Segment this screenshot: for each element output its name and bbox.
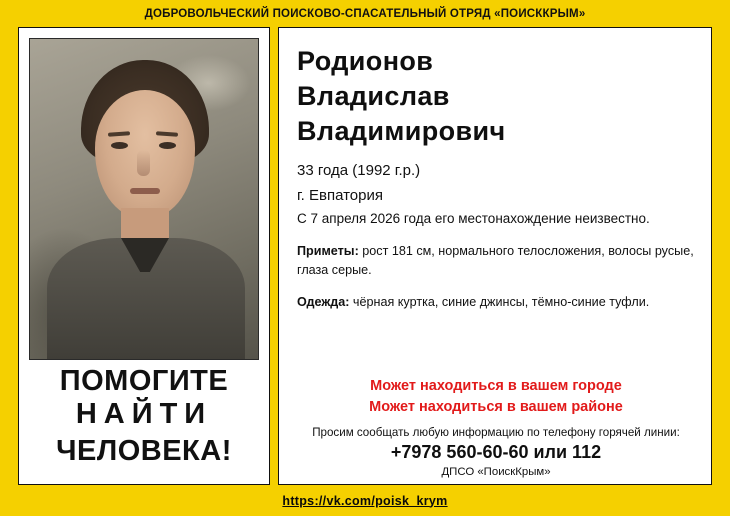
alert-line-1: Может находиться в вашем городе (370, 378, 622, 394)
signs-label: Приметы: (297, 243, 359, 258)
help-line-3: ЧЕЛОВЕКА! (56, 434, 232, 467)
person-meta (297, 159, 695, 229)
alert-line-2: Может находиться в вашем районе (369, 399, 623, 416)
person-patronymic: Владимирович (297, 116, 506, 147)
photo-panel (18, 27, 270, 485)
poster-header (0, 0, 730, 27)
help-line-1: ПОМОГИТЕ (59, 365, 229, 397)
notify-text: Просим сообщать любую информацию по телефону горячей линии: (312, 426, 680, 440)
help-callout (29, 366, 259, 476)
help-line-2: НАЙТИ (75, 398, 213, 431)
hotline-phone[interactable]: +7978 560-60-60 или 112 (390, 442, 602, 463)
person-surname: Родионов (297, 46, 434, 76)
missing-person-photo (29, 38, 259, 360)
person-signs (297, 242, 695, 281)
poster-footer (0, 485, 730, 516)
alert-block (297, 376, 695, 478)
details-panel (278, 27, 712, 485)
photo-border (29, 38, 259, 360)
signs-text: рост 181 см, нормального телосложения, волосы русые, глаза серые. (297, 243, 694, 278)
clothes-text: чёрная куртка, синие джинсы, тёмно-синие туфли. (349, 294, 650, 309)
person-missing-since: С 7 апреля 2026 года его местонахождение неизвестно. (297, 210, 650, 226)
vk-link[interactable]: https://vk.com/poisk_krym (282, 493, 448, 508)
person-first-name: Владислав (297, 81, 450, 112)
person-city: г. Евпатория (297, 186, 383, 204)
organization-name: ДПСО «ПоискКрым» (441, 466, 551, 479)
person-clothes (297, 293, 695, 313)
clothes-label: Одежда: (297, 294, 350, 309)
person-age: 33 года (1992 г.р.) (297, 162, 421, 180)
organization-title: ДОБРОВОЛЬЧЕСКИЙ ПОИСКОВО-СПАСАТЕЛЬНЫЙ ОТРЯД «ПОИСККРЫМ» (144, 7, 586, 20)
